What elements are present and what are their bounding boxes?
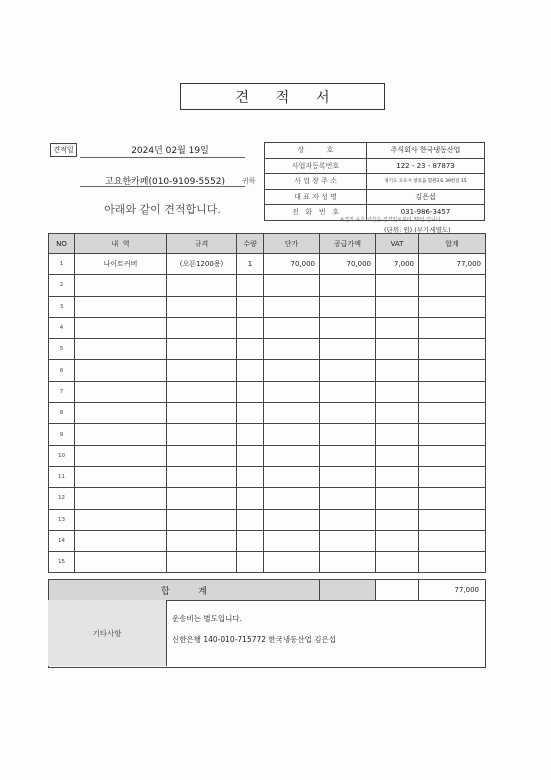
total-spacer <box>320 580 376 601</box>
supplier-value: 122 - 23 - 87873 <box>367 158 485 174</box>
cell-price <box>264 424 320 445</box>
cell-spec: (오픈1200용) <box>167 254 237 275</box>
cell-no: 8 <box>49 403 75 424</box>
cell-vat <box>376 424 419 445</box>
cell-item: 나이트커버 <box>75 254 167 275</box>
cell-qty <box>237 530 264 551</box>
cell-item <box>75 360 167 381</box>
total-empty <box>376 580 419 601</box>
cell-price <box>264 360 320 381</box>
supplier-value: 경기도 오포시 창호읍 혈원3로 39번길 15 <box>367 174 485 190</box>
cell-vat <box>376 381 419 402</box>
cell-vat <box>376 530 419 551</box>
table-row <box>49 254 486 275</box>
cell-qty <box>237 339 264 360</box>
cell-spec <box>167 552 237 573</box>
cell-vat <box>376 296 419 317</box>
greeting-text: 아래와 같이 견적합니다. <box>104 203 221 216</box>
supplier-value: 주식회사 한국냉동산업 <box>367 143 485 159</box>
cell-supply <box>320 317 376 338</box>
cell-spec <box>167 445 237 466</box>
table-row <box>49 552 486 573</box>
cell-supply <box>320 424 376 445</box>
cell-price <box>264 552 320 573</box>
unit-note: (단위: 원) (부가세별도) <box>384 226 451 234</box>
cell-qty <box>237 317 264 338</box>
cell-qty <box>237 466 264 487</box>
col-header: 내 역 <box>75 234 167 254</box>
cell-supply: 70,000 <box>320 254 376 275</box>
date-label: 견적일 <box>50 143 77 157</box>
cell-supply <box>320 296 376 317</box>
cell-price <box>264 275 320 296</box>
cell-price: 70,000 <box>264 254 320 275</box>
supplier-row <box>265 174 485 190</box>
table-row <box>49 466 486 487</box>
total-label: 합 계 <box>161 586 207 597</box>
table-row <box>49 403 486 424</box>
cell-vat <box>376 360 419 381</box>
cell-item <box>75 509 167 530</box>
cell-price <box>264 509 320 530</box>
total-table <box>48 579 486 601</box>
remarks-line: 신한은행 140-010-715772 한국냉동산업 김은섭 <box>172 635 337 644</box>
cell-no: 14 <box>49 530 75 551</box>
cell-qty <box>237 296 264 317</box>
date-underline <box>80 157 245 158</box>
items-table <box>48 233 486 573</box>
supplier-row <box>265 143 485 159</box>
cell-total <box>419 509 486 530</box>
cell-item <box>75 403 167 424</box>
cell-qty <box>237 275 264 296</box>
cell-spec <box>167 466 237 487</box>
cell-no: 1 <box>49 254 75 275</box>
cell-item <box>75 424 167 445</box>
cell-price <box>264 317 320 338</box>
cell-spec <box>167 403 237 424</box>
cell-supply <box>320 445 376 466</box>
cell-supply <box>320 381 376 402</box>
cell-total <box>419 445 486 466</box>
cell-qty <box>237 552 264 573</box>
cell-vat <box>376 509 419 530</box>
cell-total <box>419 317 486 338</box>
quote-date: 2024년 02월 19일 <box>131 146 209 156</box>
cell-spec <box>167 530 237 551</box>
cell-vat <box>376 339 419 360</box>
supplier-value: 031-986-3457 <box>367 205 485 221</box>
table-row <box>49 275 486 296</box>
cell-supply <box>320 339 376 360</box>
cell-supply <box>320 552 376 573</box>
supplier-key: 전 화 번 호 <box>265 205 367 221</box>
cell-total: 77,000 <box>419 254 486 275</box>
table-row <box>49 339 486 360</box>
cell-qty <box>237 424 264 445</box>
cell-spec <box>167 339 237 360</box>
supplier-table <box>264 142 485 221</box>
col-header: 단가 <box>264 234 320 254</box>
cell-spec <box>167 360 237 381</box>
cell-vat <box>376 317 419 338</box>
remarks-label: 기타사항 <box>48 600 167 666</box>
cell-qty <box>237 360 264 381</box>
cell-total <box>419 403 486 424</box>
customer-underline <box>80 186 245 187</box>
cell-item <box>75 381 167 402</box>
cell-total <box>419 360 486 381</box>
cell-spec <box>167 296 237 317</box>
cell-item <box>75 530 167 551</box>
cell-item <box>75 445 167 466</box>
cell-price <box>264 488 320 509</box>
table-row <box>49 445 486 466</box>
cell-no: 15 <box>49 552 75 573</box>
cell-spec <box>167 381 237 402</box>
cell-qty <box>237 403 264 424</box>
cell-price <box>264 530 320 551</box>
cell-total <box>419 296 486 317</box>
customer-name: 고요한카페(010-9109-5552) <box>105 177 225 187</box>
cell-supply <box>320 488 376 509</box>
document-title <box>180 83 385 110</box>
cell-no: 2 <box>49 275 75 296</box>
supplier-value: 김은섭 <box>367 189 485 205</box>
table-row <box>49 509 486 530</box>
cell-vat <box>376 445 419 466</box>
cell-total <box>419 339 486 360</box>
cell-total <box>419 381 486 402</box>
cell-no: 10 <box>49 445 75 466</box>
cell-price <box>264 466 320 487</box>
total-label-cell <box>49 580 320 601</box>
cell-item <box>75 552 167 573</box>
supplier-key: 상 호 <box>265 143 367 159</box>
cell-no: 12 <box>49 488 75 509</box>
cell-no: 13 <box>49 509 75 530</box>
cell-vat <box>376 488 419 509</box>
cell-total <box>419 552 486 573</box>
cell-item <box>75 317 167 338</box>
supplier-row <box>265 189 485 205</box>
remarks-line: 운송비는 별도입니다. <box>172 614 242 623</box>
cell-price <box>264 296 320 317</box>
cell-total <box>419 424 486 445</box>
cell-item <box>75 466 167 487</box>
supplier-key: 사업자등록번호 <box>265 158 367 174</box>
col-header: 공급가액 <box>320 234 376 254</box>
cell-spec <box>167 275 237 296</box>
table-row <box>49 424 486 445</box>
validity-note: ※견적 유효 기간은 견적일로부터 30일 입니다. <box>340 217 443 223</box>
cell-price <box>264 381 320 402</box>
cell-total <box>419 466 486 487</box>
customer-suffix: 귀하 <box>242 177 256 185</box>
cell-item <box>75 339 167 360</box>
cell-vat: 7,000 <box>376 254 419 275</box>
cell-spec <box>167 424 237 445</box>
cell-total <box>419 530 486 551</box>
col-header: NO <box>49 234 75 254</box>
table-row <box>49 488 486 509</box>
cell-supply <box>320 403 376 424</box>
cell-supply <box>320 466 376 487</box>
total-row <box>49 580 486 601</box>
cell-price <box>264 403 320 424</box>
cell-spec <box>167 488 237 509</box>
cell-qty <box>237 488 264 509</box>
cell-vat <box>376 275 419 296</box>
cell-qty <box>237 445 264 466</box>
document-title-text: 견 적 서 <box>235 89 330 106</box>
cell-item <box>75 488 167 509</box>
cell-qty: 1 <box>237 254 264 275</box>
cell-total <box>419 488 486 509</box>
cell-price <box>264 339 320 360</box>
cell-item <box>75 275 167 296</box>
supplier-key: 대 표 자 성 명 <box>265 189 367 205</box>
cell-supply <box>320 360 376 381</box>
cell-spec <box>167 509 237 530</box>
items-header-row <box>49 234 486 254</box>
cell-no: 6 <box>49 360 75 381</box>
cell-total <box>419 275 486 296</box>
col-header: 합계 <box>419 234 486 254</box>
table-row <box>49 381 486 402</box>
table-row <box>49 317 486 338</box>
cell-vat <box>376 552 419 573</box>
cell-price <box>264 445 320 466</box>
col-header: 규격 <box>167 234 237 254</box>
supplier-key: 사 업 장 주 소 <box>265 174 367 190</box>
supplier-row <box>265 158 485 174</box>
table-row <box>49 530 486 551</box>
cell-no: 11 <box>49 466 75 487</box>
total-amount: 77,000 <box>419 580 486 601</box>
cell-vat <box>376 403 419 424</box>
cell-spec <box>167 317 237 338</box>
cell-qty <box>237 509 264 530</box>
cell-supply <box>320 275 376 296</box>
table-row <box>49 360 486 381</box>
cell-no: 9 <box>49 424 75 445</box>
cell-no: 7 <box>49 381 75 402</box>
cell-vat <box>376 466 419 487</box>
col-header: VAT <box>376 234 419 254</box>
cell-no: 3 <box>49 296 75 317</box>
cell-item <box>75 296 167 317</box>
cell-no: 4 <box>49 317 75 338</box>
cell-qty <box>237 381 264 402</box>
cell-no: 5 <box>49 339 75 360</box>
cell-supply <box>320 509 376 530</box>
col-header: 수량 <box>237 234 264 254</box>
cell-supply <box>320 530 376 551</box>
table-row <box>49 296 486 317</box>
